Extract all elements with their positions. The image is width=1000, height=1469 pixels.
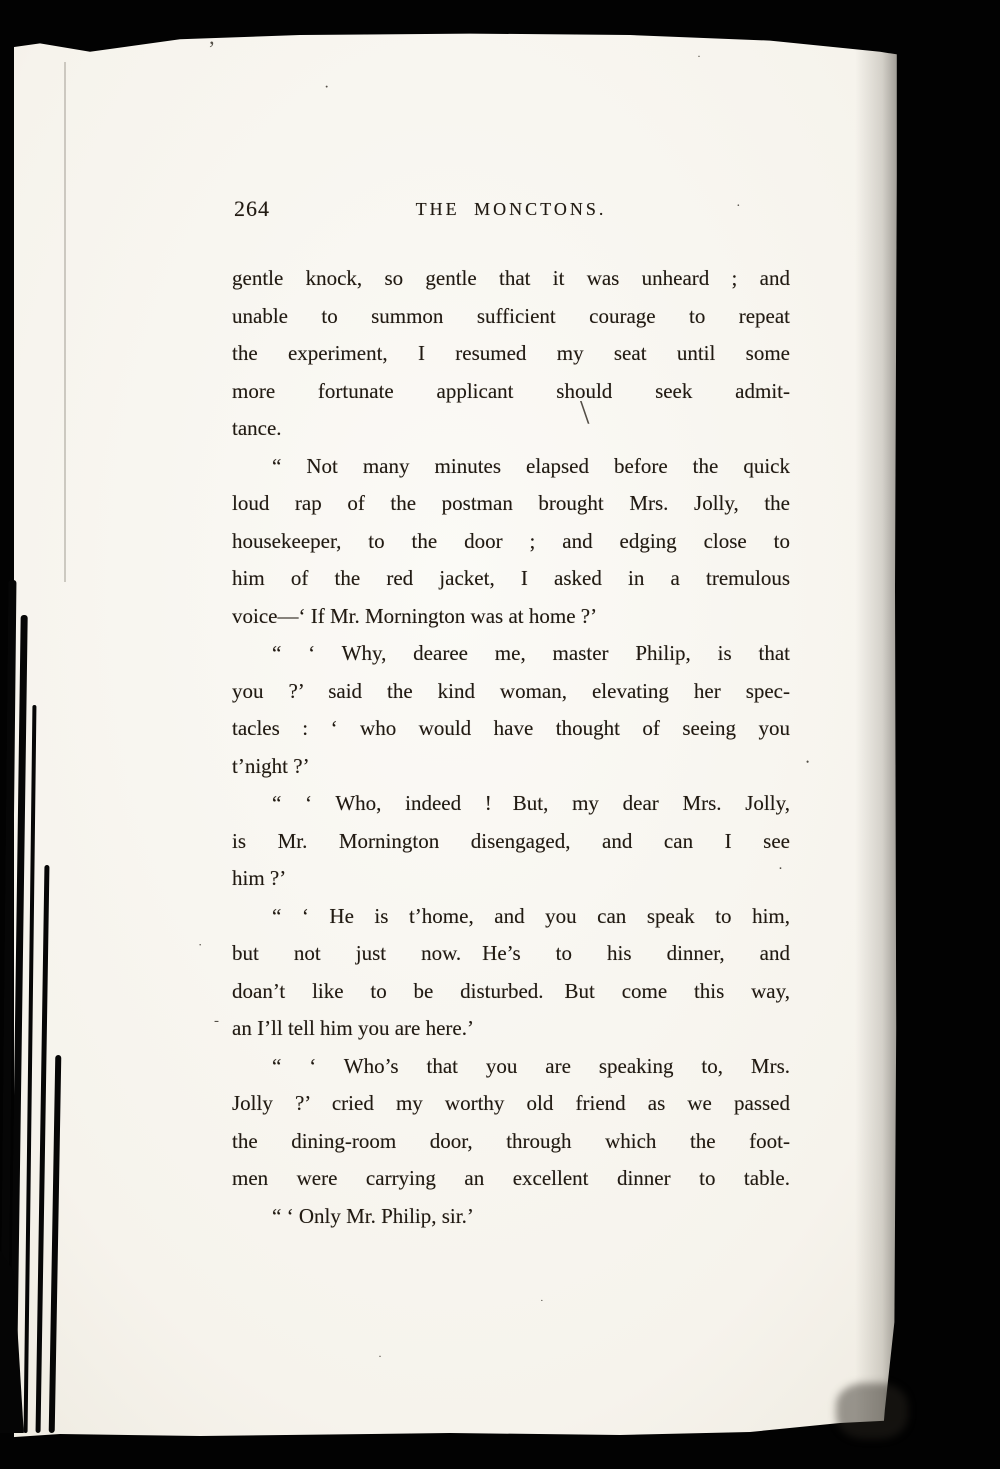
scan-artifact: · bbox=[736, 199, 741, 214]
text-line: “ ‘ He is t’home, and you can speak to him, bbox=[272, 903, 790, 928]
text-line: housekeeper, to the door ; and edging close to bbox=[232, 528, 790, 553]
scan-corner-smudge bbox=[836, 1383, 908, 1439]
scan-artifact: · bbox=[378, 1349, 382, 1363]
scan-border-right bbox=[880, 0, 1000, 1469]
paragraph bbox=[232, 1048, 790, 1236]
scan-artifact: · bbox=[540, 1295, 544, 1307]
text-column bbox=[232, 196, 790, 1235]
text-line: “ ‘ Why, dearee me, master Philip, is that bbox=[272, 641, 790, 665]
scan-artifact: · bbox=[778, 861, 783, 877]
text-line: is Mr. Mornington disengaged, and can I see bbox=[232, 828, 790, 853]
text-line: t’night ?’ bbox=[232, 753, 310, 778]
paragraph bbox=[232, 260, 790, 448]
scan-artifact: · bbox=[697, 49, 701, 63]
text-line: the experiment, I resumed my seat until some bbox=[232, 341, 790, 365]
paragraph bbox=[232, 635, 790, 785]
text-line: more fortunate applicant should seek admit- bbox=[232, 378, 790, 403]
text-line: but not just now. He’s to his dinner, and bbox=[232, 941, 790, 965]
paragraph bbox=[232, 785, 790, 898]
text-line: unable to summon sufficient courage to repeat bbox=[232, 303, 790, 328]
scan-artifact: ’ bbox=[208, 36, 216, 61]
scan-artifact: \ bbox=[580, 394, 590, 431]
body-text bbox=[232, 260, 790, 1235]
scan-artifact: · bbox=[324, 79, 330, 96]
running-title: THE MONCTONS. bbox=[415, 199, 607, 219]
text-line: Jolly ?’ cried my worthy old friend as we passed bbox=[232, 1091, 790, 1115]
text-line: him ?’ bbox=[232, 866, 287, 890]
scan-artifact: - bbox=[214, 1013, 219, 1029]
page-number: 264 bbox=[234, 196, 270, 221]
text-line: “ ‘ Only Mr. Philip, sir.’ bbox=[272, 1203, 474, 1228]
text-line: doan’t like to be disturbed. But come this way, bbox=[232, 978, 790, 1003]
scan-artifact: · bbox=[198, 937, 203, 952]
text-line: “ ‘ Who’s that you are speaking to, Mrs. bbox=[272, 1053, 790, 1078]
text-line: loud rap of the postman brought Mrs. Jolly, the bbox=[232, 491, 790, 515]
paragraph bbox=[232, 448, 790, 636]
text-line: “ ‘ Who, indeed ! But, my dear Mrs. Jolly, bbox=[272, 791, 790, 815]
page-curl-shadow bbox=[855, 0, 897, 1469]
text-line: the dining-room door, through which the foot- bbox=[232, 1128, 790, 1153]
text-line: men were carrying an excellent dinner to table. bbox=[232, 1166, 790, 1190]
paragraph bbox=[232, 898, 790, 1048]
running-header-row bbox=[232, 196, 790, 226]
text-line: “ Not many minutes elapsed before the quick bbox=[272, 453, 790, 478]
text-line: him of the red jacket, I asked in a tremulous bbox=[232, 566, 790, 590]
text-line: you ?’ said the kind woman, elevating her spec- bbox=[232, 678, 790, 703]
text-line: tacles : ‘ who would have thought of seeing you bbox=[232, 716, 790, 740]
text-line: tance. bbox=[232, 416, 282, 440]
page-edge-line bbox=[64, 62, 66, 582]
scan-artifact: • bbox=[806, 757, 810, 767]
text-line: an I’ll tell him you are here.’ bbox=[232, 1016, 474, 1040]
text-line: gentle knock, so gentle that it was unheard ; and bbox=[232, 266, 790, 290]
text-line: voice—‘ If Mr. Mornington was at home ?’ bbox=[232, 603, 598, 628]
